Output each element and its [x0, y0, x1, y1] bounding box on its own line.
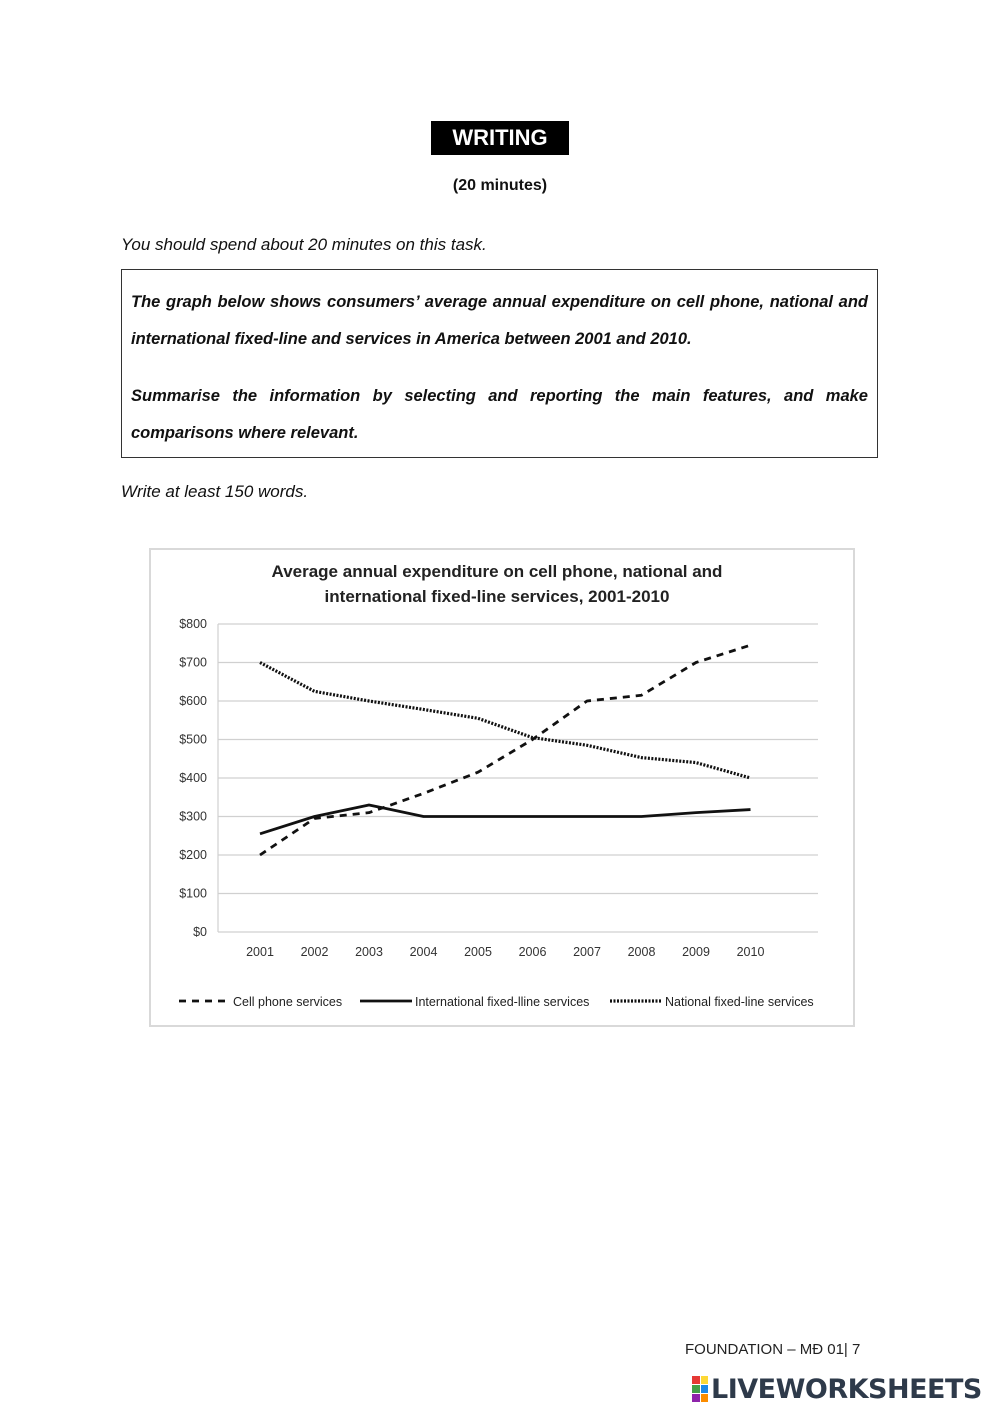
- y-tick-label: $0: [193, 925, 207, 939]
- time-instruction: You should spend about 20 minutes on this task.: [121, 235, 487, 254]
- y-tick-label: $600: [179, 694, 207, 708]
- series-line-national-fixed-line-services: [260, 663, 751, 779]
- liveworksheets-logo: [692, 1372, 982, 1406]
- x-tick-label: 2003: [355, 945, 383, 959]
- legend-label: Cell phone services: [233, 995, 343, 1009]
- page-footer-label: FOUNDATION – MĐ 01| 7: [685, 1341, 861, 1358]
- x-tick-label: 2006: [518, 945, 547, 959]
- chart-title-line-2: international fixed-line services, 2001-2010: [324, 587, 670, 606]
- brand-mark-square: [692, 1376, 700, 1384]
- x-tick-label: 2009: [682, 945, 710, 959]
- x-tick-label: 2004: [409, 945, 438, 959]
- brand-mark-square: [692, 1394, 700, 1402]
- series-line-cell-phone-services: [260, 645, 751, 855]
- y-tick-label: $100: [179, 886, 207, 901]
- task-requirement: Summarise the information by selecting and reporting the main features, and make comparisons where relevant.: [131, 387, 868, 442]
- chart-legend: [179, 995, 814, 1009]
- brand-name: LIVEWORKSHEETS: [711, 1373, 982, 1405]
- y-axis-ticks: [179, 617, 207, 939]
- brand-mark-square: [701, 1376, 709, 1384]
- series-line-international-fixed-lline-services: [260, 805, 751, 834]
- task-description: The graph below shows consumers’ average annual expenditure on cell phone, national and international fixed-line and services in America between 2001 and 2010.: [131, 293, 868, 348]
- legend-label: International fixed-lline services: [415, 995, 590, 1009]
- task-prompt-box: [121, 269, 878, 458]
- chart-canvas: [151, 550, 853, 1025]
- y-tick-label: $800: [179, 617, 207, 631]
- brand-mark-square: [701, 1385, 709, 1393]
- y-tick-label: $300: [179, 809, 207, 824]
- x-tick-label: 2008: [627, 945, 656, 959]
- x-tick-label: 2007: [573, 945, 601, 959]
- y-tick-label: $400: [179, 771, 207, 785]
- chart-gridlines: [218, 624, 818, 932]
- time-limit: (20 minutes): [452, 177, 548, 194]
- brand-mark-icon: [692, 1376, 708, 1402]
- y-tick-label: $500: [179, 732, 207, 747]
- x-tick-label: 2002: [300, 945, 329, 959]
- brand-mark-square: [701, 1394, 709, 1402]
- chart-series: [260, 645, 751, 855]
- legend-label: National fixed-line services: [665, 995, 814, 1009]
- brand-mark-square: [692, 1385, 700, 1393]
- word-count-instruction: Write at least 150 words.: [121, 482, 309, 501]
- section-title: WRITING: [431, 121, 569, 155]
- x-tick-label: 2010: [736, 945, 765, 959]
- y-tick-label: $700: [179, 655, 207, 670]
- x-tick-label: 2001: [246, 945, 274, 959]
- line-chart: [149, 548, 855, 1027]
- x-tick-label: 2005: [464, 945, 492, 959]
- chart-title-line-1: Average annual expenditure on cell phone, national and: [271, 562, 723, 581]
- y-tick-label: $200: [179, 848, 207, 862]
- x-axis-ticks: [246, 945, 764, 959]
